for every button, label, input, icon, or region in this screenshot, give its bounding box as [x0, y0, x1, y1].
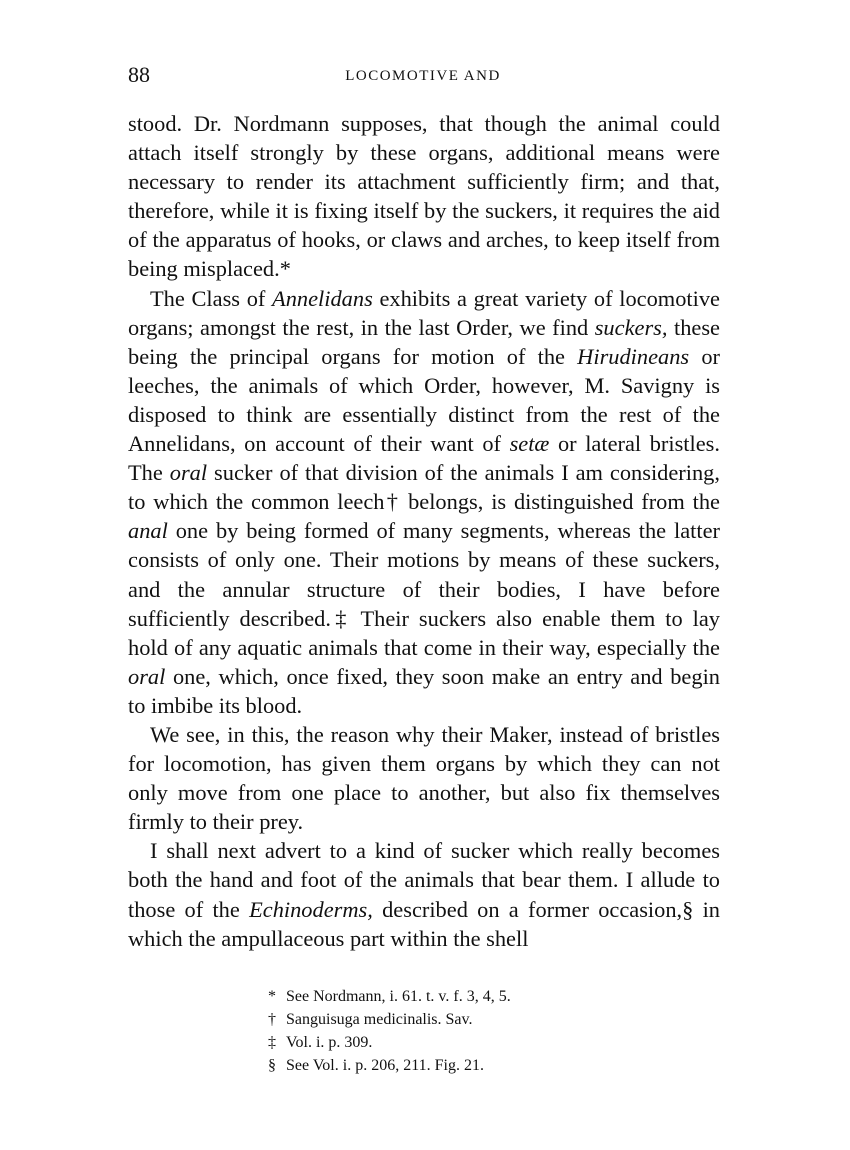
footnote: [268, 1031, 688, 1054]
text-run: one by being formed of many segments, whereas the latter consists of only one. Their motions by means of these suckers, and the annular structure of their bodies, I have before sufficiently described.‡ Their suckers also enable them to lay hold of any aquatic animals that come in their way, especially the: [128, 518, 720, 660]
page-number: 88: [128, 62, 150, 87]
text-run: or leeches, the animals of which Order, however, M. Savigny is disposed to think are essentially distinct from the rest of the Annelidans, on account of their want of: [128, 343, 720, 457]
footnotes: [268, 985, 688, 1077]
footnote-mark: *: [268, 988, 276, 1005]
paragraph: [128, 109, 720, 284]
footnote-text: See Nordmann, i. 61. t. v. f. 3, 4, 5.: [286, 988, 511, 1005]
footnote-text: Sanguisuga medicinalis. Sav.: [286, 1011, 473, 1028]
text-run: I shall next advert to a kind of sucker which really becomes both the hand and foot of the animals that bear them. I allude to those of the: [128, 838, 720, 922]
text-run: We see, in this, the reason why their Maker, instead of bristles for locomotion, has given them organs by which they can not only move from one place to another, but also fix themselves firmly to their prey.: [128, 721, 720, 835]
text-run: stood. Dr. Nordmann supposes, that though the animal could attach itself strongly by these organs, additional means were necessary to render its attachment sufficiently firm; and that, therefore, while it is fixing itself by the suckers, it requires the aid of the apparatus of hooks, or claws and arches, to keep itself from being misplaced.*: [128, 111, 720, 282]
text-run: sucker of that division of the animals I am considering, to which the common leech† belongs, is distinguished from the: [128, 460, 720, 515]
italic-term: Hirudineans: [577, 343, 690, 369]
text-run: described on a former occasion,§ in which the ampullaceous part within the shell: [128, 896, 721, 951]
italic-term: setæ: [509, 431, 550, 457]
text-run: one, which, once fixed, they soon make an entry and begin to imbibe its blood.: [128, 663, 720, 718]
text-run: or lateral bristles. The: [128, 431, 720, 486]
italic-term: anal: [128, 518, 168, 544]
body-text: [128, 109, 720, 953]
footnote-mark: §: [268, 1057, 276, 1074]
running-title: LOCOMOTIVE AND: [345, 68, 501, 84]
paragraph: [128, 284, 720, 720]
footnote: [268, 1008, 688, 1031]
italic-term: suckers,: [594, 314, 668, 340]
footnote: [268, 985, 688, 1008]
footnote-text: Vol. i. p. 309.: [286, 1034, 373, 1051]
footnote: [268, 1054, 688, 1077]
footnote-mark: ‡: [268, 1034, 276, 1051]
running-head: [128, 62, 718, 94]
footnote-mark: †: [268, 1011, 276, 1028]
italic-term: oral: [169, 460, 208, 486]
italic-term: oral: [128, 663, 166, 689]
paragraph: [128, 720, 720, 836]
italic-term: Echinoderms,: [249, 896, 373, 922]
italic-term: Annelidans: [272, 285, 373, 311]
text-run: these being the principal organs for motion of the: [128, 314, 720, 369]
paragraph: [128, 836, 720, 952]
text-run: The Class of: [150, 285, 273, 311]
text-run: exhibits a great variety of locomotive organs; amongst the rest, in the last Order, we find: [128, 285, 720, 340]
footnote-text: See Vol. i. p. 206, 211. Fig. 21.: [286, 1057, 484, 1074]
